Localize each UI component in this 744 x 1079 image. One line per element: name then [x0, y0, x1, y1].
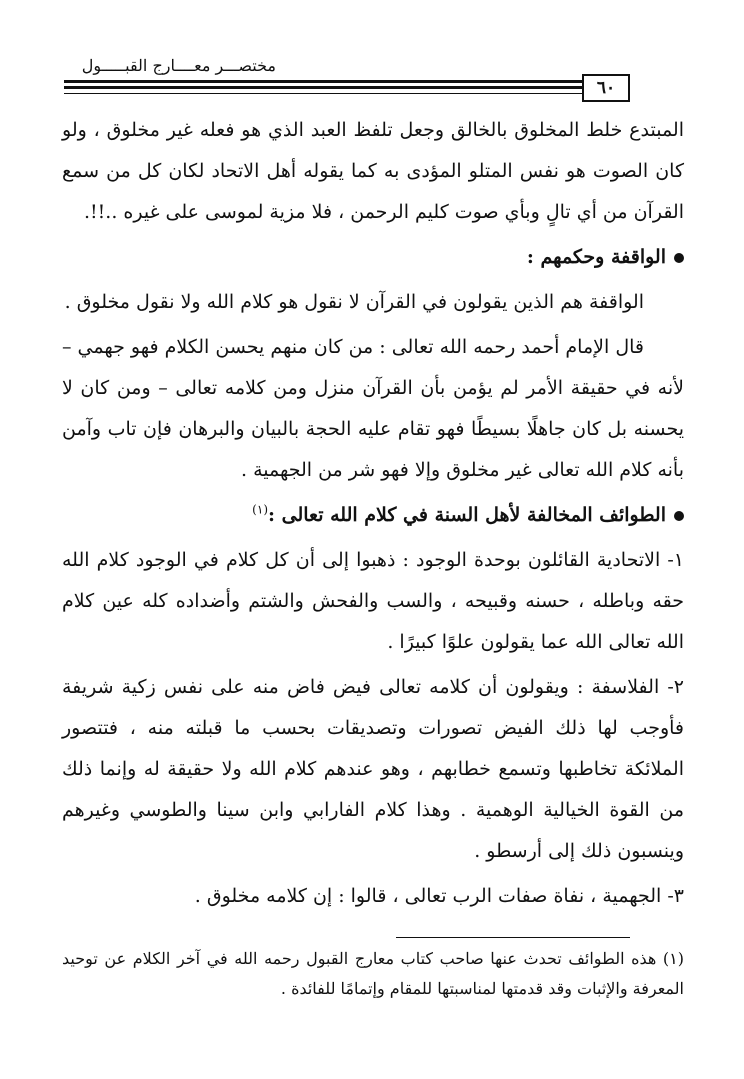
bullet-icon — [674, 511, 684, 521]
footnote-reference: (١) — [252, 502, 268, 517]
header-rule-middle — [64, 86, 582, 89]
running-header-title: مختصـــر معــــارج القبـــــول — [81, 56, 276, 75]
list-item-jahmiyya: ٣- الجهمية ، نفاة صفات الرب تعالى ، قالوا : إن كلامه مخلوق . — [194, 885, 684, 907]
paragraph-waqifa-definition: الواقفة هم الذين يقولون في القرآن لا نقول هو كلام الله ولا نقول مخلوق . — [64, 291, 644, 313]
paragraph-imam-ahmad: قال الإمام أحمد رحمه الله تعالى : من كان منهم يحسن الكلام فهو جهمي – لأنه في حقيقة الأمر لم يؤمن بأن القرآن منزل ومن كلامه تعالى – ومن كان لا يحسنه بل كان جاهلًا بسيطًا فهو تقام عليه الحجة بالبيان والبرهان فإن تاب وآمن بأنه كلام الله تعالى غير مخلوق وإلا فهو شر من الجهمية . — [62, 336, 684, 481]
footnote-separator — [396, 937, 630, 938]
footnote-text: (١) هذه الطوائف تحدث عنها صاحب كتاب معارج القبول رحمه الله في آخر الكلام عن توحيد المعرفة والإثبات وقد قدمتها لمناسبتها للمقام وإتمامًا للفائدة . — [62, 949, 684, 998]
header-rule-top — [64, 80, 582, 83]
heading-text: الواقفة وحكمهم : — [526, 246, 666, 268]
section-heading-sects — [62, 495, 684, 536]
header-rule-bottom — [64, 93, 582, 94]
list-item-falasifa: ٢- الفلاسفة : ويقولون أن كلامه تعالى فيض فاض منه على نفس زكية شريفة فأوجب لها ذلك الفيض تصورات وتصديقات بحسب ما قبلته منه ، فتتصور الملائكة تخاطبها وتسمع خطابهم ، وهو عندهم كلام الله ولا حقيقة له وإنما ذلك من القوة الخيالية الوهمية . وهذا كلام الفارابي وابن سينا والطوسي وغيرهم وينسبون ذلك إلى أرسطو . — [62, 676, 684, 862]
main-text — [62, 110, 684, 917]
list-item-ittihadiyya: ١- الاتحادية القائلون بوحدة الوجود : ذهبوا إلى أن كل كلام في الوجود كلام الله حقه وباطله ، حسنه وقبيحه ، والسب والفحش والشتم وأضداده كله عين كلام الله تعالى الله عما يقولون علوًا كبيرًا . — [62, 549, 684, 653]
page-number-box: ٦٠ — [582, 74, 630, 102]
footnote-area — [62, 944, 684, 1004]
bullet-icon — [674, 253, 684, 263]
paragraph-continuation: المبتدع خلط المخلوق بالخالق وجعل تلفظ العبد الذي هو فعله غير مخلوق ، ولو كان الصوت هو نفس المتلو المؤدى به كما يقوله أهل الاتحاد لكان كل من سمع القرآن من أي تالٍ وبأي صوت كليم الرحمن ، فلا مزية لموسى على غيره ..!!. — [62, 119, 684, 223]
heading-text: الطوائف المخالفة لأهل السنة في كلام الله تعالى : — [268, 504, 666, 526]
section-heading-waqifa — [62, 237, 684, 278]
